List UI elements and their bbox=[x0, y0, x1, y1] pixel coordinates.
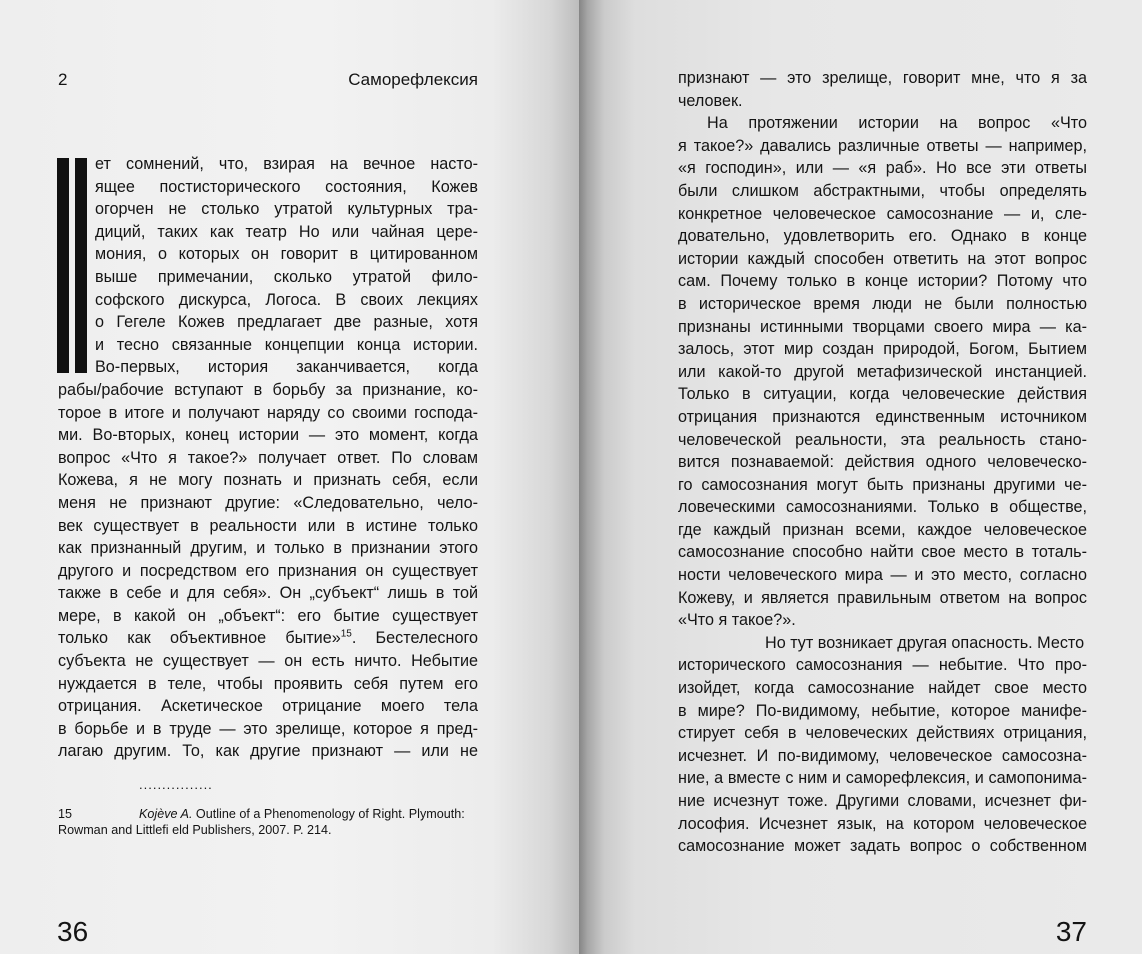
text-line: довательно, удовлетворить его. Однако в конце bbox=[678, 227, 1087, 246]
text-line: как признанный другим, и только в признании этого bbox=[58, 539, 478, 558]
text-line: человек. bbox=[678, 91, 743, 110]
text-line: отрицания. Аскетическое отрицание моего тела bbox=[58, 697, 478, 716]
text-line: и тесно связанные концепции конца истории. bbox=[95, 335, 478, 354]
text-fragment: только как объективное бытие» bbox=[58, 629, 341, 648]
text-line: ет сомнений, что, взирая на вечное насто- bbox=[95, 155, 478, 173]
text-line: век существует в реальности или в истине только bbox=[58, 516, 478, 535]
text-line: меня не признают другие: «Следовательно, чело- bbox=[58, 493, 478, 512]
text-line: го самосознания могут быть признаны другими че- bbox=[678, 475, 1087, 494]
footnote-number: 15 bbox=[58, 807, 73, 821]
text-line: залось, этот мир создан природой, Богом, Бытием bbox=[678, 340, 1087, 359]
text-line: были слишком абстрактными, чтобы определять bbox=[678, 181, 1087, 200]
text-line: отрицания признаются единственным источником bbox=[678, 407, 1087, 426]
footnote-text: Rowman and Littlefi eld Publishers, 2007. P. 214. bbox=[58, 822, 332, 837]
text-line: признают — это зрелище, говорит мне, что я за bbox=[678, 69, 1087, 87]
text-line: огорчен не столько утратой культурных тра- bbox=[95, 200, 478, 219]
text-line: также в себе и для себя». Он „субъект“ лишь в той bbox=[58, 584, 478, 603]
footnote-author: Kojève A. bbox=[139, 807, 193, 821]
text-line: мония, о которых он говорит в цитированном bbox=[95, 245, 478, 264]
text-line: ние исчезнут тоже. Другими словами, исчезнет фи- bbox=[678, 792, 1087, 810]
text-line: истории каждый способен ответить на этот вопрос bbox=[678, 249, 1087, 268]
text-line: изойдет, когда самосознание найдет свое место bbox=[678, 679, 1087, 698]
text-line: рабы/рабочие вступают в борьбу за признание, ко- bbox=[58, 380, 478, 399]
text-line: ящее постисторического состояния, Кожев bbox=[95, 177, 478, 196]
chapter-number: 2 bbox=[58, 70, 68, 89]
text-line: в борьбе и в труде — это зрелище, которое я пред- bbox=[58, 719, 478, 738]
text-line: торое в итоге и получают наряду со своими господа- bbox=[58, 403, 478, 422]
left-body-text bbox=[58, 153, 478, 763]
text-line: конкретное человеческое самосознание — и, сле- bbox=[678, 204, 1087, 223]
footnote-separator: ................ bbox=[139, 777, 213, 792]
text-fragment: . Бестелесного bbox=[351, 629, 478, 648]
text-line: выше примечании, сколько утратой фило- bbox=[95, 267, 478, 286]
text-line: самосознание может задать вопрос о собственном bbox=[678, 837, 1087, 856]
text-line: о Гегеле Кожев предлагает две разные, хотя bbox=[95, 313, 478, 332]
text-line: самосознание способно найти свое место в тоталь- bbox=[678, 543, 1087, 562]
footnote bbox=[58, 807, 478, 838]
text-line-with-footnote bbox=[58, 627, 478, 650]
text-line: ми. Во-вторых, конец истории — это момент, когда bbox=[58, 426, 478, 445]
text-line: сам. Почему только в конце истории? Потому что bbox=[678, 272, 1087, 291]
text-line: где каждый признан всеми, каждое человеческое bbox=[678, 520, 1087, 539]
text-line: в историческое время люди не были полностью bbox=[678, 294, 1087, 313]
text-line: мере, в какой он „объект“: его бытие существует bbox=[58, 606, 478, 625]
text-line: «я господин», или — «я раб». Но все эти ответы bbox=[678, 159, 1087, 178]
text-line: в мире? По-видимому, небытие, которое манифе- bbox=[678, 701, 1087, 720]
text-line: или какой-то другой метафизической инстанцией. bbox=[678, 362, 1087, 381]
text-line: я такое?» давались различные ответы — например, bbox=[678, 136, 1087, 155]
running-title: Саморефлексия bbox=[348, 70, 478, 89]
right-body-text bbox=[678, 67, 1087, 858]
text-line: софского дискурса, Логоса. В своих лекциях bbox=[95, 290, 478, 309]
text-line: лософия. Исчезнет язык, на котором человеческое bbox=[678, 814, 1087, 833]
text-line: нуждается в теле, чтобы проявить себя путем его bbox=[58, 674, 478, 693]
text-line: диций, таких как театр Но или чайная цере- bbox=[95, 222, 478, 241]
text-line: исчезнет. И по-видимому, человеческое самосозна- bbox=[678, 746, 1087, 765]
text-line: Кожева, я не могу познать и признать себя, если bbox=[58, 471, 478, 490]
footnote-marker: 15 bbox=[340, 629, 352, 641]
text-line: лагаю другим. То, как другие признают — или не bbox=[58, 742, 478, 761]
text-line: На протяжении истории на вопрос «Что bbox=[707, 114, 1087, 133]
text-line: субъекта не существует — он есть ничто. Небытие bbox=[58, 652, 478, 671]
text-line: Но тут возникает другая опасность. Место bbox=[765, 633, 1085, 652]
text-line: признаны истинными творцами своего мира — ка- bbox=[678, 317, 1087, 336]
text-line: исторического самосознания — небытие. Что про- bbox=[678, 656, 1087, 675]
text-line: ловеческими самосознаниями. Только в обществе, bbox=[678, 498, 1087, 517]
text-line: стирует себя в человеческих действиях отрицания, bbox=[678, 724, 1087, 743]
text-line: «Что я такое?». bbox=[678, 611, 796, 630]
text-line: вится познаваемой: действия одного человеческо- bbox=[678, 453, 1087, 472]
text-line: Только в ситуации, когда человеческие действия bbox=[678, 385, 1087, 404]
text-line: другого и посредством его признания он существует bbox=[58, 561, 478, 580]
page-number-left: 36 bbox=[57, 916, 89, 947]
text-line: Во-первых, история заканчивается, когда bbox=[95, 358, 478, 377]
text-line: Кожеву, и является правильным ответом на вопрос bbox=[678, 588, 1087, 607]
text-line: ние, а вместе с ним и саморефлексия, и самопонима- bbox=[678, 769, 1087, 788]
text-line: ности человеческого мира — и это место, согласно bbox=[678, 566, 1087, 585]
page-number-right: 37 bbox=[1055, 916, 1087, 947]
text-line: человеческой реальности, эта реальность стано- bbox=[678, 430, 1087, 449]
right-page bbox=[579, 0, 1142, 954]
footnote-text: Outline of a Phenomenology of Right. Plymouth: bbox=[192, 807, 465, 821]
text-line: вопрос «Что я такое?» получает ответ. По словам bbox=[58, 448, 478, 467]
